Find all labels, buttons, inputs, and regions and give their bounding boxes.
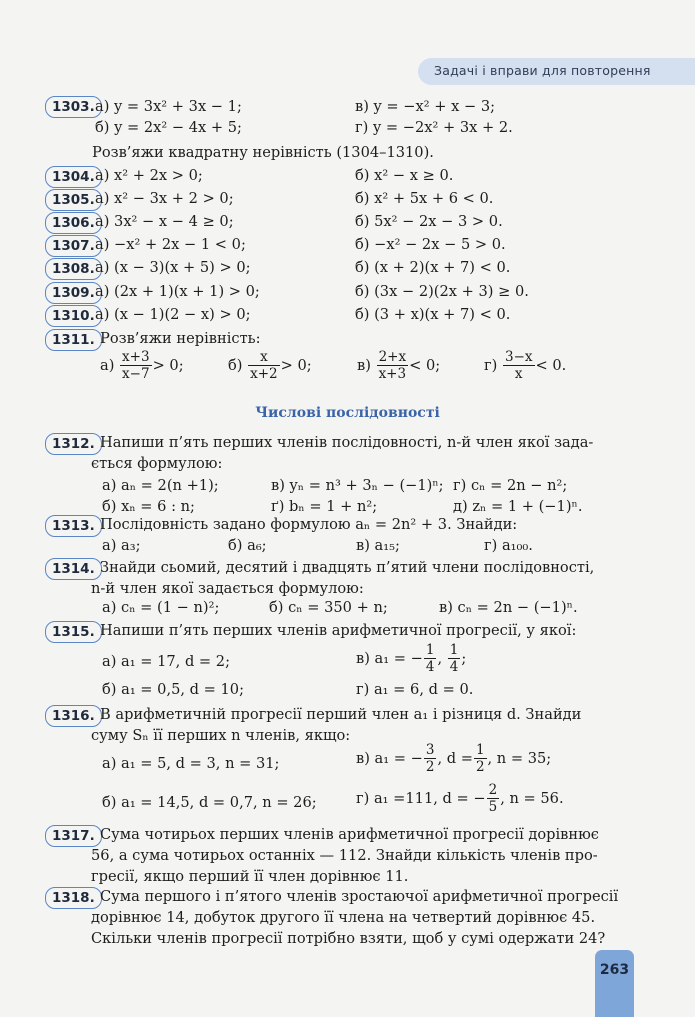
fraction: $\frac{3}{2}$ [425,742,435,775]
item-b: б) xₙ = 6 : n; [102,498,195,515]
item-b: б) (3 + x)(x + 7) < 0. [355,306,511,323]
exercise-text: n-й член якої задається формулою: [91,580,364,597]
item-b: б) (3x − 2)(2x + 3) ≥ 0. [355,283,529,300]
item-g: г) y = −2x² + 3x + 2. [355,119,513,136]
exercise-number: 1312. [45,433,102,455]
page-number: 263 [599,962,630,978]
page-number-tab [595,950,634,1017]
item-a: а) a₁ = 17, d = 2; [102,653,230,670]
item-a: а) cₙ = (1 − n)²; [102,599,220,616]
item-a: а) aₙ = 2(n +1); [102,477,219,494]
exercise-number: 1303. [45,96,102,118]
item-b: б) −x² − 2x − 5 > 0. [355,236,506,253]
item-b: б) cₙ = 350 + n; [269,599,388,616]
item-v: в) $\frac{2+x}{x+3}$ < 0; [357,349,441,382]
exercise-text: дорівнює 14, добуток другого її члена на четвертий дорівнює 45. [91,909,596,926]
item-b: б) (x + 2)(x + 7) < 0. [355,259,511,276]
exercise-text: ється формулою: [91,455,223,472]
item-gg: ґ) bₙ = 1 + n²; [271,498,378,515]
item-a: а) (x − 1)(2 − x) > 0; [95,306,251,323]
exercise-number: 1310. [45,305,102,327]
item-v: в) cₙ = 2n − (−1)ⁿ. [439,599,578,616]
fraction: $\frac{1}{2}$ [475,742,485,775]
exercise-text: Розв’яжи нерівність: [100,330,261,347]
intro-text: Розв’яжи квадратну нерівність (1304–1310). [92,144,434,161]
exercise-text: Напиши п’ять перших членів послідовності, n-й член якої зада- [100,434,594,451]
item-v: в) a₁₅; [356,537,400,554]
exercise-text: В арифметичній прогресії перший член a₁ і різниця d. Знайди [100,706,582,723]
exercise-text: суму Sₙ її перших n членів, якщо: [91,727,351,744]
item-b: б) y = 2x² − 4x + 5; [95,119,242,136]
item-a: а) a₃; [102,537,141,554]
exercise-number: 1304. [45,166,102,188]
fraction: $\frac{2+x}{x+3}$ [378,349,407,382]
exercise-number: 1313. [45,515,102,537]
exercise-number: 1317. [45,825,102,847]
exercise-number: 1311. [45,329,102,351]
exercise-text: 56, а сума чотирьох останніх — 112. Знайди кількість членів про- [91,847,598,864]
item-g: г) a₁ = 6, d = 0. [356,681,474,698]
exercise-number: 1318. [45,887,102,909]
item-b: б) $\frac{x}{x+2}$ > 0; [228,349,312,382]
item-v: в) a₁ = − $\frac{3}{2}$ , d = $\frac{1}{2}$ , n = 35; [356,742,552,775]
fraction: $\frac{3-x}{x}$ [504,349,533,382]
exercise-number: 1315. [45,621,102,643]
item-b: б) a₁ = 0,5, d = 10; [102,681,244,698]
item-b: б) x² + 5x + 6 < 0. [355,190,494,207]
item-a: а) x² + 2x > 0; [95,167,203,184]
item-g: г) a₁ =111, d = − $\frac{2}{5}$ , n = 56. [356,782,564,815]
item-b: б) x² − x ≥ 0. [355,167,454,184]
item-v: в) a₁ = − $\frac{1}{4}$ , $\frac{1}{4}$ ; [356,642,467,675]
ribbon-title: Задачі і вправи для повторення [434,63,651,78]
exercise-number: 1309. [45,282,102,304]
exercise-text: Знайди сьомий, десятий і двадцять п’ятий члени послідовності, [100,559,595,576]
item-b: б) a₆; [228,537,267,554]
item-a: а) (x − 3)(x + 5) > 0; [95,259,251,276]
fraction: $\frac{2}{5}$ [488,782,498,815]
item-b: б) a₁ = 14,5, d = 0,7, n = 26; [102,794,317,811]
fraction: $\frac{x+3}{x-7}$ [122,349,150,382]
item-b: б) 5x² − 2x − 3 > 0. [355,213,503,230]
fraction: $\frac{x}{x+2}$ [250,349,278,382]
item-a: а) −x² + 2x − 1 < 0; [95,236,246,253]
item-a: а) (2x + 1)(x + 1) > 0; [95,283,260,300]
exercise-text: Скільки членів прогресії потрібно взяти, щоб у сумі одержати 24? [91,930,606,947]
item-a: а) x² − 3x + 2 > 0; [95,190,234,207]
item-a: а) $\frac{x+3}{x-7}$ > 0; [100,349,184,382]
item-a: а) a₁ = 5, d = 3, n = 31; [102,755,280,772]
exercise-number: 1307. [45,235,102,257]
exercise-number: 1308. [45,258,102,280]
item-v: в) yₙ = n³ + 3ₙ − (−1)ⁿ; [271,477,444,494]
exercise-number: 1316. [45,705,102,727]
item-g: г) cₙ = 2n − n²; [453,477,568,494]
section-ribbon [418,58,695,85]
exercise-text: гресії, якщо перший її член дорівнює 11. [91,868,409,885]
exercise-number: 1314. [45,558,102,580]
item-a: а) y = 3x² + 3x − 1; [95,98,242,115]
exercise-number: 1305. [45,189,102,211]
fraction: $\frac{1}{4}$ [449,642,459,675]
fraction: $\frac{1}{4}$ [425,642,435,675]
exercise-number: 1306. [45,212,102,234]
item-g: г) a₁₀₀. [484,537,533,554]
item-g: г) $\frac{3-x}{x}$ < 0. [484,349,567,382]
item-v: в) y = −x² + x − 3; [355,98,496,115]
exercise-text: Послідовність задано формулою aₙ = 2n² + 3. Знайди: [100,516,518,533]
item-d: д) zₙ = 1 + (−1)ⁿ. [453,498,583,515]
item-a: а) 3x² − x − 4 ≥ 0; [95,213,234,230]
exercise-text: Напиши п’ять перших членів арифметичної прогресії, у якої: [100,622,577,639]
section-heading: Числові послідовності [255,405,440,421]
exercise-text: Сума чотирьох перших членів арифметичної прогресії дорівнює [100,826,599,843]
exercise-text: Сума першого і п’ятого членів зростаючої арифметичної прогресії [100,888,619,905]
